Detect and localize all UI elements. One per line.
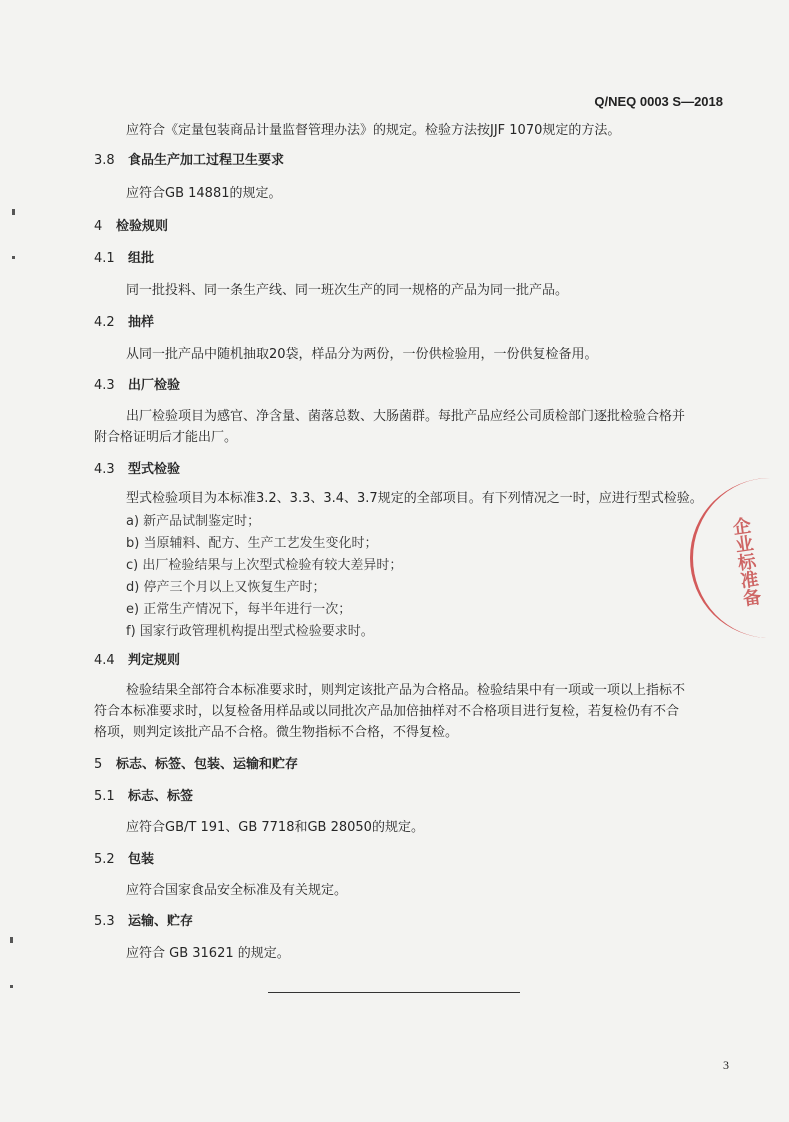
section-number: 4.2	[94, 315, 115, 330]
section-title: 运输、贮存	[128, 914, 194, 929]
paragraph-line: 应符合 GB 31621 的规定。	[126, 946, 290, 961]
standard-code: Q/NEQ 0003 S—2018	[594, 94, 723, 109]
section-heading-4-3-type	[94, 461, 180, 479]
list-item: f) 国家行政管理机构提出型式检验要求时。	[126, 624, 374, 639]
list-item: e) 正常生产情况下，每半年进行一次；	[126, 602, 352, 617]
section-title: 标志、标签	[128, 789, 194, 804]
paragraph-line: 出厂检验项目为感官、净含量、菌落总数、大肠菌群。每批产品应经公司质检部门逐批检验合格并	[126, 409, 686, 424]
section-heading-4-1	[94, 250, 154, 268]
paragraph-line: 应符合GB 14881的规定。	[126, 186, 282, 201]
section-heading-5-2	[94, 851, 154, 869]
paragraph-line: 应符合《定量包装商品计量监督管理办法》的规定。检验方法按JJF 1070规定的方法。	[126, 123, 621, 138]
section-number: 5	[94, 757, 103, 772]
list-item: c) 出厂检验结果与上次型式检验有较大差异时；	[126, 558, 403, 573]
end-rule	[268, 992, 520, 993]
section-heading-4-4	[94, 652, 180, 670]
paragraph-line: 从同一批产品中随机抽取20袋，样品分为两份，一份供检验用，一份供复检备用。	[126, 347, 598, 362]
section-number: 4.3	[94, 462, 115, 477]
paragraph-line: 同一批投料、同一条生产线、同一班次生产的同一规格的产品为同一批产品。	[126, 283, 569, 298]
section-number: 3.8	[94, 153, 115, 168]
section-number: 5.2	[94, 852, 115, 867]
paragraph-line: 型式检验项目为本标准3.2、3.3、3.4、3.7规定的全部项目。有下列情况之一时，应进行型式检验。	[126, 491, 703, 506]
section-title: 型式检验	[128, 462, 181, 477]
section-title: 检验规则	[116, 219, 169, 234]
section-heading-4-2	[94, 314, 154, 332]
section-number: 4	[94, 219, 103, 234]
section-number: 4.3	[94, 378, 115, 393]
binding-mark	[10, 985, 13, 988]
section-title: 抽样	[128, 315, 155, 330]
page-number: 3	[723, 1058, 729, 1072]
binding-mark	[12, 256, 15, 259]
binding-mark	[10, 937, 13, 943]
section-title: 标志、标签、包装、运输和贮存	[116, 757, 299, 772]
section-heading-4-3-factory	[94, 377, 180, 395]
list-item: b) 当原辅料、配方、生产工艺发生变化时；	[126, 536, 378, 551]
section-number: 5.1	[94, 789, 115, 804]
section-number: 4.1	[94, 251, 115, 266]
paragraph-line: 符合本标准要求时，以复检备用样品或以同批次产品加倍抽样对不合格项目进行复检，若复检仍有不合	[94, 704, 680, 719]
list-item: d) 停产三个月以上又恢复生产时；	[126, 580, 326, 595]
section-heading-5	[94, 756, 298, 774]
paragraph-line: 应符合国家食品安全标准及有关规定。	[126, 883, 348, 898]
binding-mark	[12, 209, 15, 215]
section-heading-5-3	[94, 913, 193, 931]
list-item: a) 新产品试制鉴定时；	[126, 514, 261, 529]
seal-text: 企业标准备	[728, 515, 763, 608]
section-title: 判定规则	[128, 653, 181, 668]
section-number: 5.3	[94, 914, 115, 929]
section-title: 出厂检验	[128, 378, 181, 393]
section-heading-4	[94, 218, 168, 236]
paragraph-line: 检验结果全部符合本标准要求时，则判定该批产品为合格品。检验结果中有一项或一项以上指标不	[126, 683, 686, 698]
section-heading-3-8	[94, 152, 284, 170]
section-heading-5-1	[94, 788, 193, 806]
paragraph-line: 应符合GB/T 191、GB 7718和GB 28050的规定。	[126, 820, 424, 835]
section-title: 食品生产加工过程卫生要求	[128, 153, 285, 168]
paragraph-line: 附合格证明后才能出厂。	[94, 430, 238, 445]
section-number: 4.4	[94, 653, 115, 668]
section-title: 包装	[128, 852, 155, 867]
section-title: 组批	[128, 251, 155, 266]
paragraph-line: 格项，则判定该批产品不合格。微生物指标不合格，不得复检。	[94, 725, 459, 740]
